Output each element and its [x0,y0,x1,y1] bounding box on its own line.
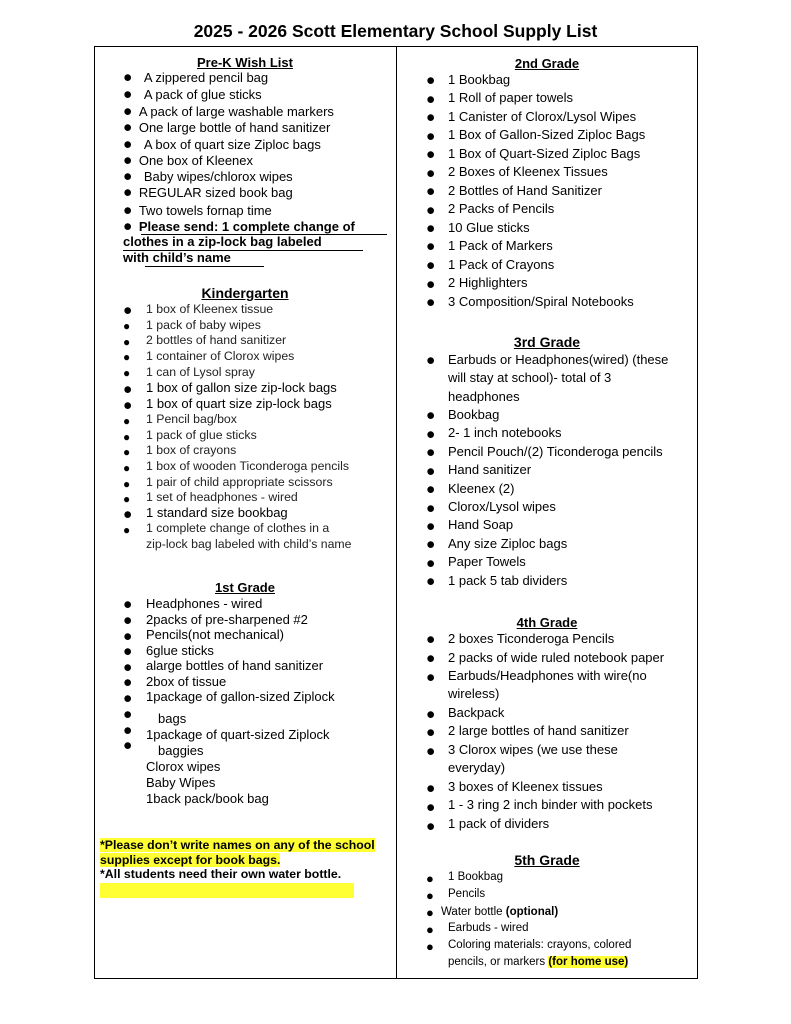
first-grade-item-label: 6glue sticks [146,643,214,658]
third-grade-item-label: Kleenex (2) [448,481,515,496]
bullet-icon: ● [123,397,133,414]
kindergarten-item-label: 1 box of Kleenex tissue [146,302,274,316]
first-grade-item-label: 2box of tissue [146,674,227,689]
list-item [426,165,435,183]
kindergarten-item-label: 1 set of headphones - wired [146,490,298,504]
list-item [426,294,435,312]
list-item [426,91,435,109]
list-item [426,724,435,742]
list-item [426,481,435,499]
second-grade-item-label: 1 Box of Gallon-Sized Ziploc Bags [448,127,646,142]
kindergarten-item-label: 1 box of quart size zip-lock bags [146,396,332,411]
kindergarten-item-label: 1 pair of child appropriate scissors [146,475,333,489]
bullet-icon: ● [123,381,133,398]
list-item [426,202,435,220]
list-item [426,631,435,649]
list-item [426,650,435,668]
list-item [123,492,130,506]
list-item [426,426,435,444]
third-grade-item-label: Paper Towels [448,554,526,569]
fourth-grade-item-label: Backpack [448,705,505,720]
bullet-icon: ● [426,780,436,797]
bullet-icon: ● [426,939,434,954]
list-item [123,350,130,364]
bullet-icon: ● [123,414,131,428]
bullet-icon: ● [426,743,436,760]
bullet-icon: ● [123,506,133,523]
list-item [123,523,130,537]
list-item [426,257,435,275]
first-grade-item-label: 2packs of pre-sharpened #2 [146,612,308,627]
list-item [123,506,132,524]
list-item [426,818,435,836]
fourth-grade-item-label: 1 - 3 ring 2 inch binder with pockets [448,797,653,812]
first-grade-heading: 1st Grade [215,580,275,595]
optional-note: (optional) [505,906,559,918]
list-item [426,518,435,536]
bullet-icon: ● [426,146,436,163]
bullet-icon: ● [123,152,133,169]
list-item [123,184,293,202]
fifth-item-text: Water bottle [441,906,506,918]
fourth-grade-item-label: Earbuds/Headphones with wire(no [448,668,647,683]
bullet-icon: ● [426,72,436,89]
bullet-icon: ● [123,643,133,660]
list-item [123,477,130,491]
list-item [123,430,130,444]
underline-rule [145,266,264,267]
list-item [426,109,435,127]
bullet-icon: ● [426,109,436,126]
bullet-icon: ● [123,706,133,723]
list-item [426,444,435,462]
prek-send-note: Please send: 1 complete change of [138,219,355,234]
prek-send-note-cont: clothes in a zip-lock bag labeled [123,234,322,249]
second-grade-item-label: 2 Highlighters [448,275,528,290]
first-grade-extra-item: Clorox wipes [146,759,221,774]
third-grade-item-label: Hand sanitizer [448,462,532,477]
prek-item-label: One box of Kleenex [138,153,254,168]
bullet-icon: ● [123,168,133,185]
kindergarten-item-label: 1 Pencil bag/box [146,412,237,426]
bullet-icon: ● [426,500,436,517]
note-line3: *All students need their own water bottle. [100,867,342,881]
fifth-item-text: pencils, or markers [448,956,549,968]
kindergarten-item-label: 1 pack of glue sticks [146,428,257,442]
bullet-icon: ● [426,518,436,535]
note-line [100,853,280,867]
bullet-icon: ● [123,335,131,349]
bullet-icon: ● [426,631,436,648]
home-use-note: (for home use) [548,956,629,968]
bullet-icon: ● [426,294,436,311]
list-item [426,799,435,817]
bullet-icon: ● [123,103,133,120]
second-grade-item-label: 1 Pack of Markers [448,238,553,253]
first-grade-item-label: 1package of gallon-sized Ziplock [146,689,335,704]
bullet-icon: ● [426,922,434,937]
third-grade-item-label: Bookbag [448,407,500,422]
second-grade-item-label: 2 Boxes of Kleenex Tissues [448,164,608,179]
list-item [123,319,130,333]
bullet-icon: ● [123,722,133,739]
highlight-bar [100,883,354,898]
bullet-icon: ● [123,596,133,613]
prek-item-label: REGULAR sized book bag [138,185,293,200]
list-item [123,461,130,475]
list-item [426,407,435,425]
prek-item-label: Two towels fornap time [138,203,272,218]
bullet-icon: ● [426,573,436,590]
list-item [426,220,435,238]
list-item [426,463,435,481]
column-divider [396,46,397,979]
third-grade-item-label: Hand Soap [448,517,514,532]
bullet-icon: ● [426,871,434,886]
bullet-icon: ● [123,461,131,475]
bullet-icon: ● [123,430,131,444]
bullet-icon: ● [426,407,436,424]
bullet-icon: ● [426,165,436,182]
first-grade-item-label: alarge bottles of hand sanitizer [146,658,324,673]
first-grade-item-cont: baggies [158,743,204,758]
fourth-grade-item-cont: wireless) [448,686,500,701]
list-item [426,905,434,920]
third-grade-item-label: Any size Ziploc bags [448,536,568,551]
fifth-grade-item-label: Pencils [448,888,486,900]
bullet-icon: ● [123,612,133,629]
bullet-icon: ● [426,352,436,369]
fourth-grade-item-label: 2 boxes Ticonderoga Pencils [448,631,615,646]
fifth-grade-item-label: 1 Bookbag [448,871,503,883]
list-item [123,69,268,87]
third-grade-heading: 3rd Grade [513,334,581,350]
bullet-icon: ● [426,220,436,237]
bullet-icon: ● [123,136,133,153]
list-item [123,86,262,104]
bullet-icon: ● [426,91,436,108]
prek-item-label: Baby wipes/chlorox wipes [143,169,293,184]
bullet-icon: ● [123,628,133,645]
bullet-icon: ● [426,799,436,816]
bullet-icon: ● [123,184,133,201]
bullet-icon: ● [426,444,436,461]
bullet-icon: ● [426,818,436,835]
kindergarten-heading: Kindergarten [201,285,289,301]
bullet-icon: ● [123,445,131,459]
note-line [100,838,375,852]
second-grade-item-label: 1 Box of Quart-Sized Ziploc Bags [448,146,641,161]
list-item [426,128,435,146]
third-grade-item-label: Clorox/Lysol wipes [448,499,556,514]
prek-item-label: A box of quart size Ziploc bags [143,137,321,152]
fifth-grade-item-label: Earbuds - wired [448,922,529,934]
second-grade-item-label: 3 Composition/Spiral Notebooks [448,294,634,309]
list-item [426,780,435,798]
list-item [426,706,435,724]
list-item [123,335,130,349]
first-grade-extra-item: Baby Wipes [146,775,216,790]
bullet-icon: ● [123,492,131,506]
bullet-icon: ● [123,350,131,364]
first-grade-extra-item: 1back pack/book bag [146,791,269,806]
list-item [123,414,130,428]
second-grade-item-label: 1 Canister of Clorox/Lysol Wipes [448,109,637,124]
bullet-icon: ● [123,86,133,103]
bullet-icon: ● [123,218,133,235]
list-item [426,238,435,256]
list-item [123,445,130,459]
bullet-icon: ● [123,366,131,380]
bullet-icon: ● [426,650,436,667]
bullet-icon: ● [426,706,436,723]
bullet-icon: ● [426,202,436,219]
fourth-grade-item-label: 2 packs of wide ruled notebook paper [448,650,665,665]
fifth-grade-item-label [441,906,558,918]
fourth-grade-item-label: 1 pack of dividers [448,816,550,831]
kindergarten-item-label: 1 can of Lysol spray [146,365,255,379]
note-line1: *Please don’t write names on any of the school [100,838,375,852]
bullet-icon: ● [123,202,133,219]
fifth-grade-item-cont [448,956,628,968]
list-item [123,397,132,415]
first-grade-item-label: Pencils(not mechanical) [146,627,285,642]
list-item [426,939,434,954]
kindergarten-item-label: 1 box of wooden Ticonderoga pencils [146,459,350,473]
kindergarten-item-label: 2 bottles of hand sanitizer [146,333,287,347]
bullet-icon: ● [123,659,133,676]
bullet-icon: ● [426,481,436,498]
prek-send-note-cont: with child’s name [123,250,231,265]
first-grade-item-label: Headphones - wired [146,596,263,611]
fourth-grade-item-label: 3 boxes of Kleenex tissues [448,779,603,794]
third-grade-item-label: 2- 1 inch notebooks [448,425,562,440]
third-grade-item-label: 1 pack 5 tab dividers [448,573,568,588]
bullet-icon: ● [426,128,436,145]
list-item [426,146,435,164]
bullet-icon: ● [123,119,133,136]
third-grade-item-label: Pencil Pouch/(2) Ticonderoga pencils [448,444,663,459]
second-grade-item-label: 1 Roll of paper towels [448,90,574,105]
second-grade-item-label: 1 Pack of Crayons [448,257,555,272]
bullet-icon: ● [426,905,434,920]
third-grade-item-cont: will stay at school)- total of 3 [448,370,612,385]
list-item [123,366,130,380]
list-item [426,500,435,518]
bullet-icon: ● [426,463,436,480]
kindergarten-item-label: 1 complete change of clothes in a [146,521,330,535]
kindergarten-item-label: 1 box of gallon size zip-lock bags [146,380,337,395]
bullet-icon: ● [123,674,133,691]
bullet-icon: ● [123,737,133,754]
list-item [426,573,435,591]
bullet-icon: ● [426,536,436,553]
prek-item-label: A pack of large washable markers [138,104,334,119]
bullet-icon: ● [123,690,133,707]
prek-item-label: One large bottle of hand sanitizer [138,120,331,135]
bullet-icon: ● [426,669,436,686]
list-item [426,888,434,903]
first-grade-item-label: 1package of quart-sized Ziplock [146,727,330,742]
bullet-icon: ● [123,319,131,333]
list-item [426,72,435,90]
bullet-icon: ● [426,724,436,741]
bullet-icon: ● [426,257,436,274]
bullet-icon: ● [123,69,133,86]
list-item [426,276,435,294]
bullet-icon: ● [426,183,436,200]
bullet-icon: ● [123,477,131,491]
second-grade-item-label: 2 Bottles of Hand Sanitizer [448,183,602,198]
list-item [426,183,435,201]
fourth-grade-item-label: 3 Clorox wipes (we use these [448,742,618,757]
bullet-icon: ● [426,555,436,572]
third-grade-item-label: Earbuds or Headphones(wired) (these [448,352,669,367]
second-grade-item-label: 2 Packs of Pencils [448,201,555,216]
fifth-grade-item-label: Coloring materials: crayons, colored [448,939,632,951]
second-grade-item-label: 1 Bookbag [448,72,511,87]
list-item [426,352,435,370]
list-item [426,922,434,937]
prek-item-label: A zippered pencil bag [143,70,269,85]
second-grade-heading: 2nd Grade [514,56,580,71]
list-item [123,737,132,755]
prek-heading: Pre-K Wish List [197,55,293,70]
kindergarten-item-cont: zip-lock bag labeled with child’s name [146,537,352,551]
kindergarten-item-label: 1 box of crayons [146,443,237,457]
list-item [426,871,434,886]
list-item [426,536,435,554]
kindergarten-item-label: 1 pack of baby wipes [146,318,261,332]
page-title: 2025 - 2026 Scott Elementary School Supply List [193,21,598,41]
bullet-icon: ● [426,426,436,443]
fourth-grade-item-label: 2 large bottles of hand sanitizer [448,723,629,738]
third-grade-item-cont: headphones [448,389,520,404]
prek-item-label: A pack of glue sticks [143,87,262,102]
second-grade-item-label: 10 Glue sticks [448,220,530,235]
kindergarten-item-label: 1 standard size bookbag [146,505,288,520]
bullet-icon: ● [426,276,436,293]
first-grade-item-cont: bags [158,711,187,726]
fourth-grade-heading: 4th Grade [516,615,578,630]
list-item [426,555,435,573]
bullet-icon: ● [426,888,434,903]
fourth-grade-item-cont: everyday) [448,760,506,775]
kindergarten-item-label: 1 container of Clorox wipes [146,349,295,363]
bullet-icon: ● [123,302,133,319]
list-item [426,669,435,687]
list-item [426,743,435,761]
bullet-icon: ● [123,523,131,537]
bullet-icon: ● [426,238,436,255]
list-item [123,302,132,320]
list-item [123,119,330,137]
note-line2: supplies except for book bags. [100,853,281,867]
fifth-grade-heading: 5th Grade [514,852,580,868]
